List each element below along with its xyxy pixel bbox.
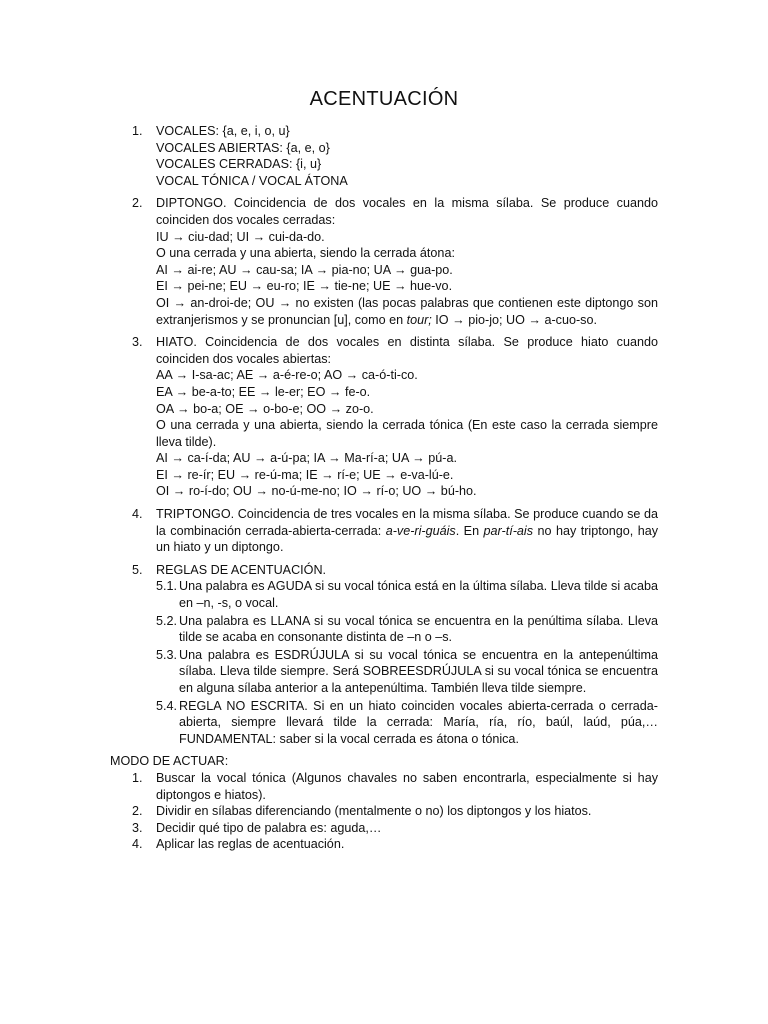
text-line: VOCALES ABIERTAS: {a, e, o} [156,140,330,155]
step-item [110,820,658,837]
step-number: 4. [132,837,143,852]
page-title: ACENTUACIÓN [309,88,459,110]
list-item [0,506,658,556]
italic-text: tour; [406,312,432,327]
rule-number: 5.2. [156,613,178,628]
text-line: VOCALES: {a, e, i, o, u} [156,124,290,138]
rule-number: 5.1. [156,579,178,594]
step-text: Decidir qué tipo de palabra es: aguda,… [156,820,382,835]
step-item [110,803,658,820]
text-line: AI → ai-re; AU → cau-sa; IA → pia-no; UA → gua-po. [156,262,453,277]
item-number: 1. [132,124,143,138]
text-run: TRIPTONGO. Coincidencia de tres vocales en la misma sílaba. Se produce cuando se da la combinación cerrada-abierta-cerrada: [156,507,658,538]
step-number: 3. [132,820,143,835]
rule-item [156,647,658,697]
procedure-section [0,753,658,853]
rule-item [156,578,658,611]
text-line: AA → I-sa-ac; AE → a-é-re-o; AO → ca-ó-ti-co. [156,368,418,383]
item-number: 5. [132,562,143,577]
paragraph: HIATO. Coincidencia de dos vocales en distinta sílaba. Se produce hiato cuando coinciden dos vocales abiertas: [156,335,658,366]
rule-number: 5.3. [156,647,178,662]
text-run: . En [455,523,484,538]
text-line: VOCAL TÓNICA / VOCAL ÁTONA [156,173,348,188]
text-run: no hay triptongo, hay un hiato y un diptongo. [156,523,658,555]
text-line: AI → ca-í-da; AU → a-ú-pa; IA → Ma-rí-a; UA → pú-a. [156,451,457,466]
step-text: Buscar la vocal tónica (Algunos chavales no saben encontrarla, especialmente si hay diptongos e hiatos). [156,770,658,802]
step-item [110,836,658,853]
rule-text: REGLA NO ESCRITA. Si en un hiato coinciden vocales abierta-cerrada o cerrada-abierta, siempre llevará tilde la cerrada: María, ría, río, baúl, laúd, púa,… FUNDAMENTAL: saber si la vocal cerrada es átona o tónica. [179,698,658,746]
paragraph [156,295,658,328]
paragraph: O una cerrada y una abierta, siendo la cerrada tónica (En este caso la cerrada siempre lleva tilde). [156,418,658,449]
text-run: IO → pio-jo; UO → a-cuo-so. [431,312,597,327]
rule-item [156,698,658,748]
step-number: 1. [132,770,143,785]
rule-text: Una palabra es LLANA si su vocal tónica se encuentra en la penúltima sílaba. Lleva tilde se acaba en consonante distinta de –n o –s. [179,613,658,645]
text-line: EI → re-ír; EU → re-ú-ma; IE → rí-e; UE → e-va-lú-e. [156,467,454,482]
list-item [0,123,658,189]
rule-text: Una palabra es ESDRÚJULA si su vocal tónica se encuentra en la antepenúltima sílaba. Lleva tilde siempre. Será SOBREESDRÚJULA si su vocal tónica se encuentra en alguna sílaba anterior a la antepenúltima. También lleva tilde siempre. [179,647,658,695]
step-item [110,770,658,803]
list-item [0,334,658,500]
rule-item [156,613,658,646]
text-line: OA → bo-a; OE → o-bo-e; OO → zo-o. [156,401,374,416]
text-line: OI → ro-í-do; OU → no-ú-me-no; IO → rí-o; UO → bú-ho. [156,484,477,499]
step-number: 2. [132,804,143,819]
text-line: EI → pei-ne; EU → eu-ro; IE → tie-ne; UE → hue-vo. [156,279,453,294]
section-heading: MODO DE ACTUAR: [110,754,229,769]
text-line: O una cerrada y una abierta, siendo la cerrada átona: [156,246,455,261]
section-heading: REGLAS DE ACENTUACIÓN. [156,562,327,577]
list-item [0,195,658,328]
paragraph [156,506,658,556]
rule-number: 5.4. [156,698,178,713]
document-body [0,123,768,853]
list-item [0,562,658,748]
text-run: OI → an-droi-de; OU → no existen (las pocas palabras que contienen este diptongo son extranjerismos y se pronuncian [u], como en [156,295,658,327]
step-text: Aplicar las reglas de acentuación. [156,837,345,852]
item-number: 2. [132,196,143,211]
step-text: Dividir en sílabas diferenciando (mentalmente o no) los diptongos y los hiatos. [156,804,592,819]
text-line: VOCALES CERRADAS: {i, u} [156,157,322,172]
text-line: IU → ciu-dad; UI → cui-da-do. [156,229,325,244]
paragraph: DIPTONGO. Coincidencia de dos vocales en la misma sílaba. Se produce cuando coinciden dos vocales cerradas: [156,196,658,227]
rule-text: Una palabra es AGUDA si su vocal tónica está en la última sílaba. Lleva tilde si acaba en –n, -s, o vocal. [179,579,658,611]
item-number: 3. [132,335,143,350]
italic-text: par-tí-ais [483,523,534,538]
item-number: 4. [132,507,143,522]
text-line: EA → be-a-to; EE → le-er; EO → fe-o. [156,384,371,399]
italic-text: a-ve-ri-guáis [385,523,456,538]
